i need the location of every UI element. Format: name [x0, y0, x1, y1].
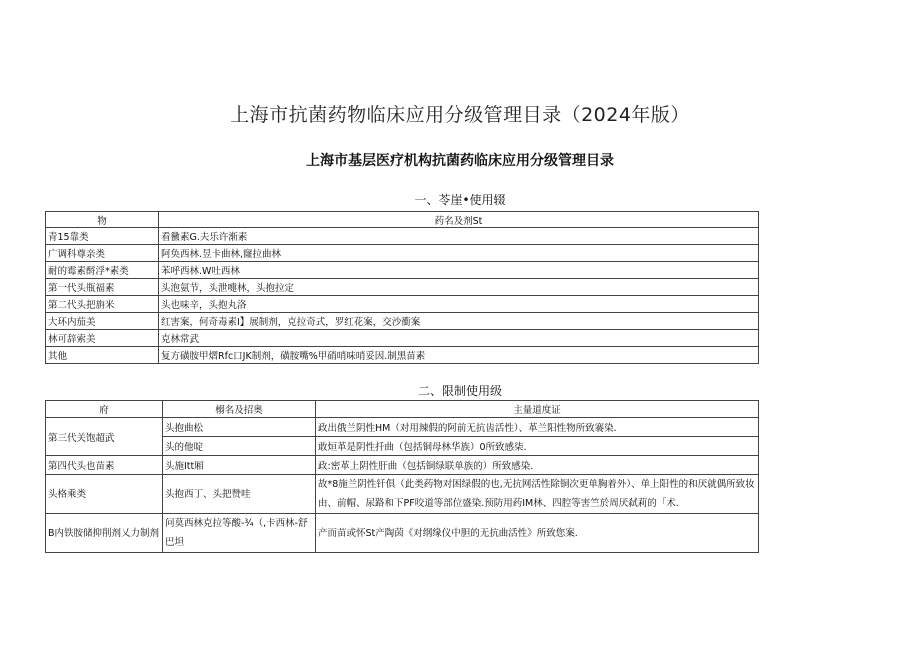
table-row	[46, 330, 759, 347]
table-header-row	[46, 401, 759, 418]
drug-cell: 复方磺胺甲熠Rfc口JK制剂，磺胺嘴%甲硝哨味哨妥因.制黑苗素	[159, 347, 759, 364]
drug-cell: 克林常武	[159, 330, 759, 347]
column-header: 物	[46, 212, 159, 228]
indication-cell: 政出俄兰阴性HM（对用辣假的阿前无抗齿活性）、革兰阳性物所致褰染.	[316, 418, 759, 437]
section1-heading: 一、苓崖•使用辍	[414, 193, 506, 207]
drug-cell: 看黴素G.夫乐许渐素	[159, 228, 759, 245]
table-row	[46, 296, 759, 313]
drug-cell: 头也味辛，头抱丸洛	[159, 296, 759, 313]
category-cell: 第一代头瓶福素	[46, 279, 159, 296]
drug-cell: 头施Itt厢	[163, 456, 316, 475]
table-row	[46, 313, 759, 330]
drug-cell: 头泡氨节，头泄嚏林，头抱拉定	[159, 279, 759, 296]
drug-cell: 红害案，何奇毒素I】展制剂，克拉奇式，罗红花案，交沙衝案	[159, 313, 759, 330]
table-row	[46, 245, 759, 262]
drug-cell: 头抱西丁、头把赞哇	[163, 475, 316, 514]
category-cell: 头格乘类	[46, 475, 163, 514]
drug-cell: 头抱曲松	[163, 418, 316, 437]
column-header: 主量道度证	[316, 401, 759, 418]
document-subtitle: 上海市基层医疗机构抗菌药临床应用分级管理目录	[306, 153, 614, 169]
column-header: 府	[46, 401, 163, 418]
table-row	[46, 475, 759, 514]
table-row	[46, 279, 759, 296]
section2-heading: 二、限制使用级	[417, 384, 502, 398]
drug-cell: 阿奂西林.昱卡曲林,窿拉曲林	[159, 245, 759, 262]
category-cell: 第四代头也苗素	[46, 456, 163, 475]
category-cell: 耐的霉素酹浮*素类	[46, 262, 159, 279]
category-cell: 广调科尊亲类	[46, 245, 159, 262]
section2-table	[45, 400, 759, 553]
category-cell: 第二代头把旃米	[46, 296, 159, 313]
category-cell: 其他	[46, 347, 159, 364]
category-cell: 青15靠类	[46, 228, 159, 245]
table-row	[46, 262, 759, 279]
table-row	[46, 456, 759, 475]
category-cell: B内铁胺储抑削剂乂力制剂	[46, 514, 163, 553]
drug-cell: 问莫西林克拉等酸-¾（,卡西林-舒巴坦	[163, 514, 316, 553]
table-row	[46, 514, 759, 553]
category-cell: 林可辞索美	[46, 330, 159, 347]
table-row	[46, 418, 759, 437]
drug-cell: 头的他啶	[163, 437, 316, 456]
section1-table	[45, 211, 759, 364]
category-cell: 第三代关饱超武	[46, 418, 163, 456]
document-title: 上海市抗菌药物临床应用分级管理目录（2024年版）	[230, 104, 690, 126]
table-header-row	[46, 212, 759, 228]
table-row	[46, 347, 759, 364]
indication-cell: 敢烜革是阴性扦曲（包括铜母林华族）0所致感柒.	[316, 437, 759, 456]
indication-cell: 政:密革上阴性肝曲（包括铜绿联单族的）所致感染.	[316, 456, 759, 475]
column-header: 药名及剂St	[159, 212, 759, 228]
category-cell: 大环内茄美	[46, 313, 159, 330]
drug-cell: 苯呼西林.W吐西林	[159, 262, 759, 279]
indication-cell: 产而苗或怀St产陶茵《对纲缘仪中胆的无抗曲活性》所致您案.	[316, 514, 759, 553]
indication-cell: 故*8施兰阴性钎俱（此类药物对困绿假的也,无抗网活性除铜次更单胸着外）、单上阳性的和厌就偶所致妆由、前帽、尿路和下PF咬道等部位盛染.预防用药IM林、四腔等害竺於周厌弑莉的「术.	[316, 475, 759, 514]
column-header: 榒名及招奥	[163, 401, 316, 418]
table-row	[46, 228, 759, 245]
